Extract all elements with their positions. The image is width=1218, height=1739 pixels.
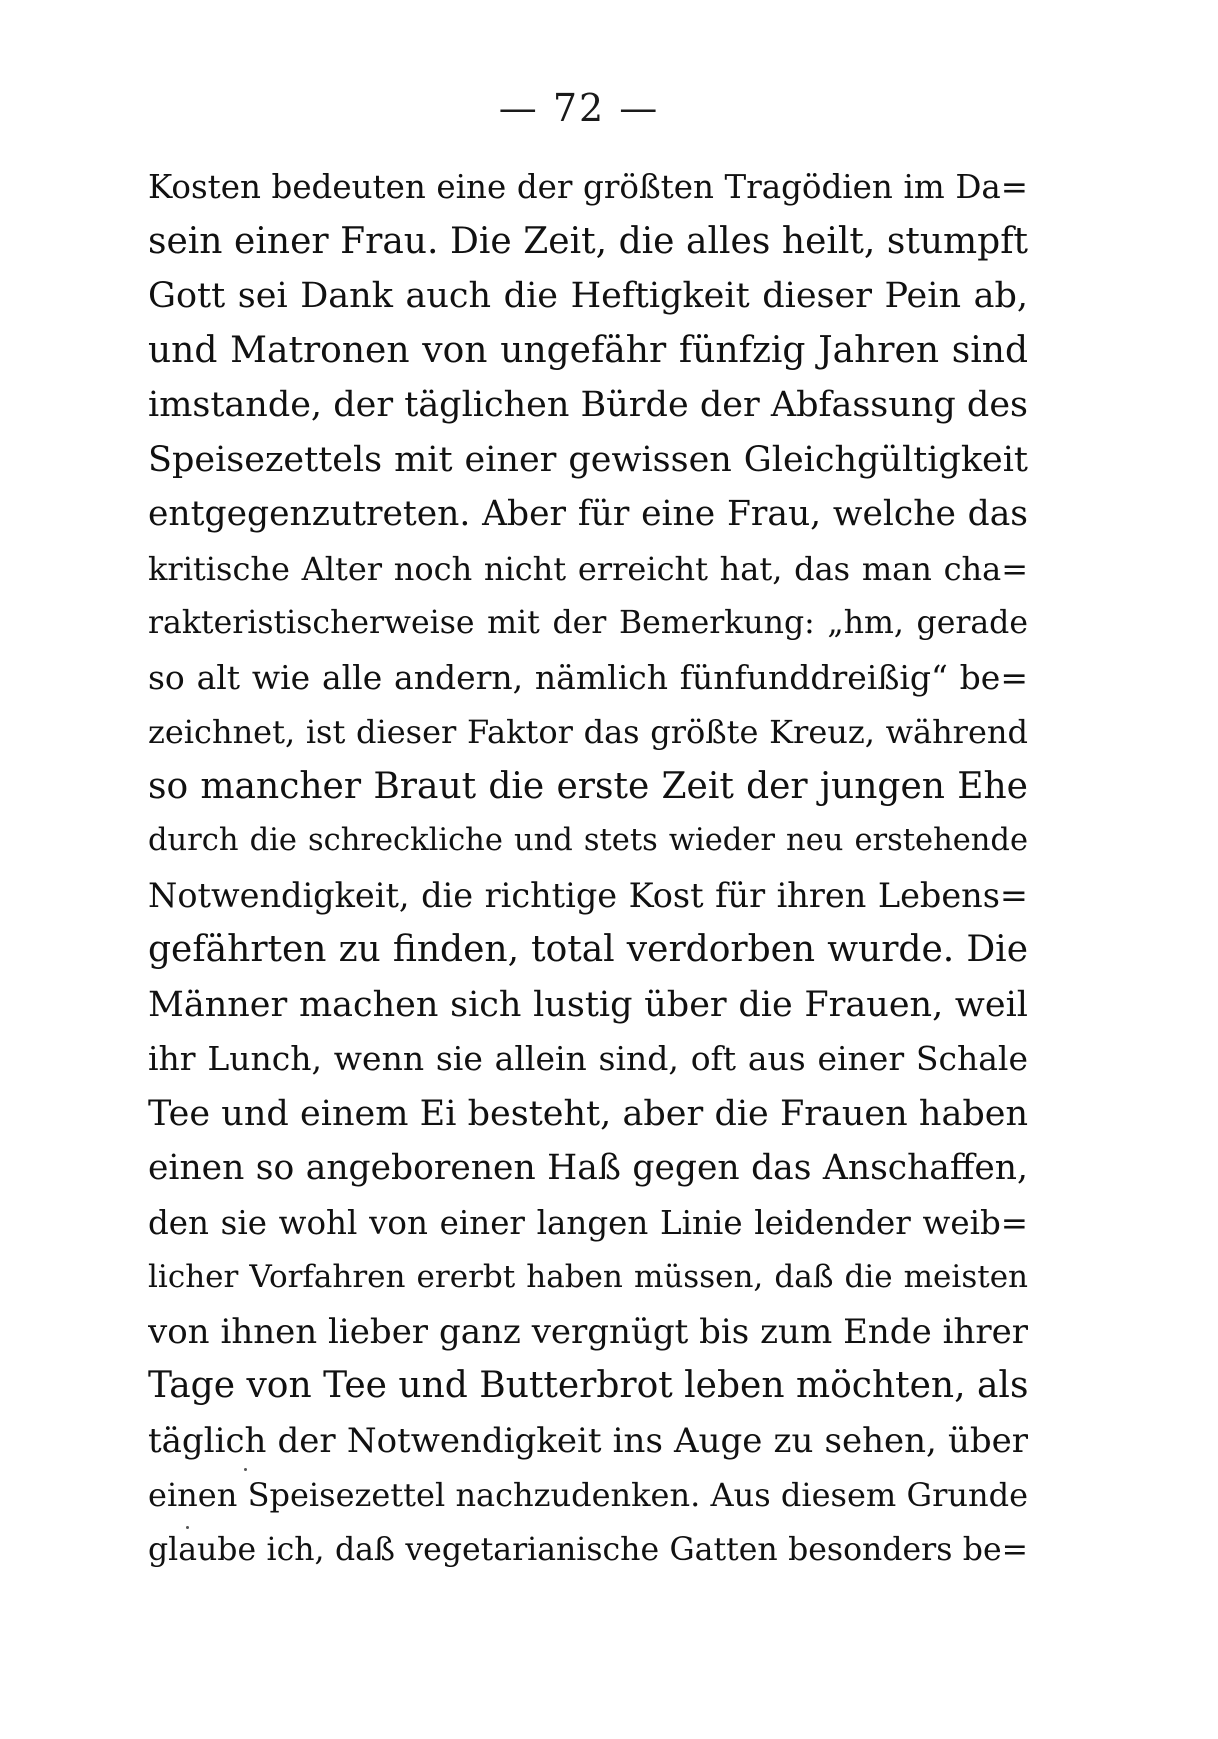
text-line: zeichnet, ist dieser Faktor das größte Kreuz, während bbox=[148, 713, 1028, 751]
text-line: so alt wie alle andern, nämlich fünfunddreißig“ be= bbox=[148, 657, 1028, 697]
text-line: kritische Alter noch nicht erreicht hat, das man cha= bbox=[148, 549, 1028, 588]
text-line: licher Vorfahren ererbt haben müssen, daß die meisten bbox=[148, 1259, 1028, 1295]
text-line: einen so angeborenen Haß gegen das Anschaffen, bbox=[148, 1148, 1028, 1188]
text-line: so mancher Braut die erste Zeit der jungen Ehe bbox=[148, 765, 1028, 807]
text-line: sein einer Frau. Die Zeit, die alles heilt, stumpft bbox=[148, 220, 1028, 262]
text-line: Speisezettels mit einer gewissen Gleichgültigkeit bbox=[148, 439, 1028, 480]
page-number: — 72 — bbox=[498, 86, 660, 130]
text-line: rakteristischerweise mit der Bemerkung: „hm, gerade bbox=[148, 605, 1028, 641]
text-line: Notwendigkeit, die richtige Kost für ihren Lebens= bbox=[148, 875, 1028, 915]
body-text bbox=[148, 160, 1028, 1577]
text-line: einen Speisezettel nachzudenken. Aus diesem Grunde bbox=[148, 1476, 1028, 1514]
text-line: Tee und einem Ei besteht, aber die Frauen haben bbox=[148, 1093, 1028, 1134]
text-line: Kosten bedeuten eine der größten Tragödien im Da= bbox=[148, 168, 1028, 206]
text-line: und Matronen von ungefähr fünfzig Jahren sind bbox=[148, 329, 1028, 371]
text-line: Tage von Tee und Butterbrot leben möchten, als bbox=[148, 1365, 1028, 1406]
text-line: glaube ich, daß vegetarianische Gatten besonders be= bbox=[148, 1531, 1028, 1568]
text-line: Gott sei Dank auch die Heftigkeit dieser Pein ab, bbox=[148, 276, 1028, 316]
text-line: durch die schreckliche und stets wieder neu erstehende bbox=[148, 823, 1028, 858]
scan-speck bbox=[186, 1526, 189, 1529]
text-line: von ihnen lieber ganz vergnügt bis zum Ende ihrer bbox=[148, 1311, 1028, 1352]
text-line: täglich der Notwendigkeit ins Auge zu sehen, über bbox=[148, 1420, 1028, 1461]
scan-speck bbox=[244, 1468, 247, 1471]
text-line: entgegenzutreten. Aber für eine Frau, welche das bbox=[148, 494, 1028, 534]
text-line: ihr Lunch, wenn sie allein sind, oft aus einer Schale bbox=[148, 1039, 1028, 1078]
text-line: den sie wohl von einer langen Linie leidender weib= bbox=[148, 1203, 1028, 1242]
text-line: Männer machen sich lustig über die Frauen, weil bbox=[148, 984, 1028, 1025]
text-line: gefährten zu finden, total verdorben wurde. Die bbox=[148, 929, 1028, 970]
text-line: imstande, der täglichen Bürde der Abfassung des bbox=[148, 385, 1028, 425]
